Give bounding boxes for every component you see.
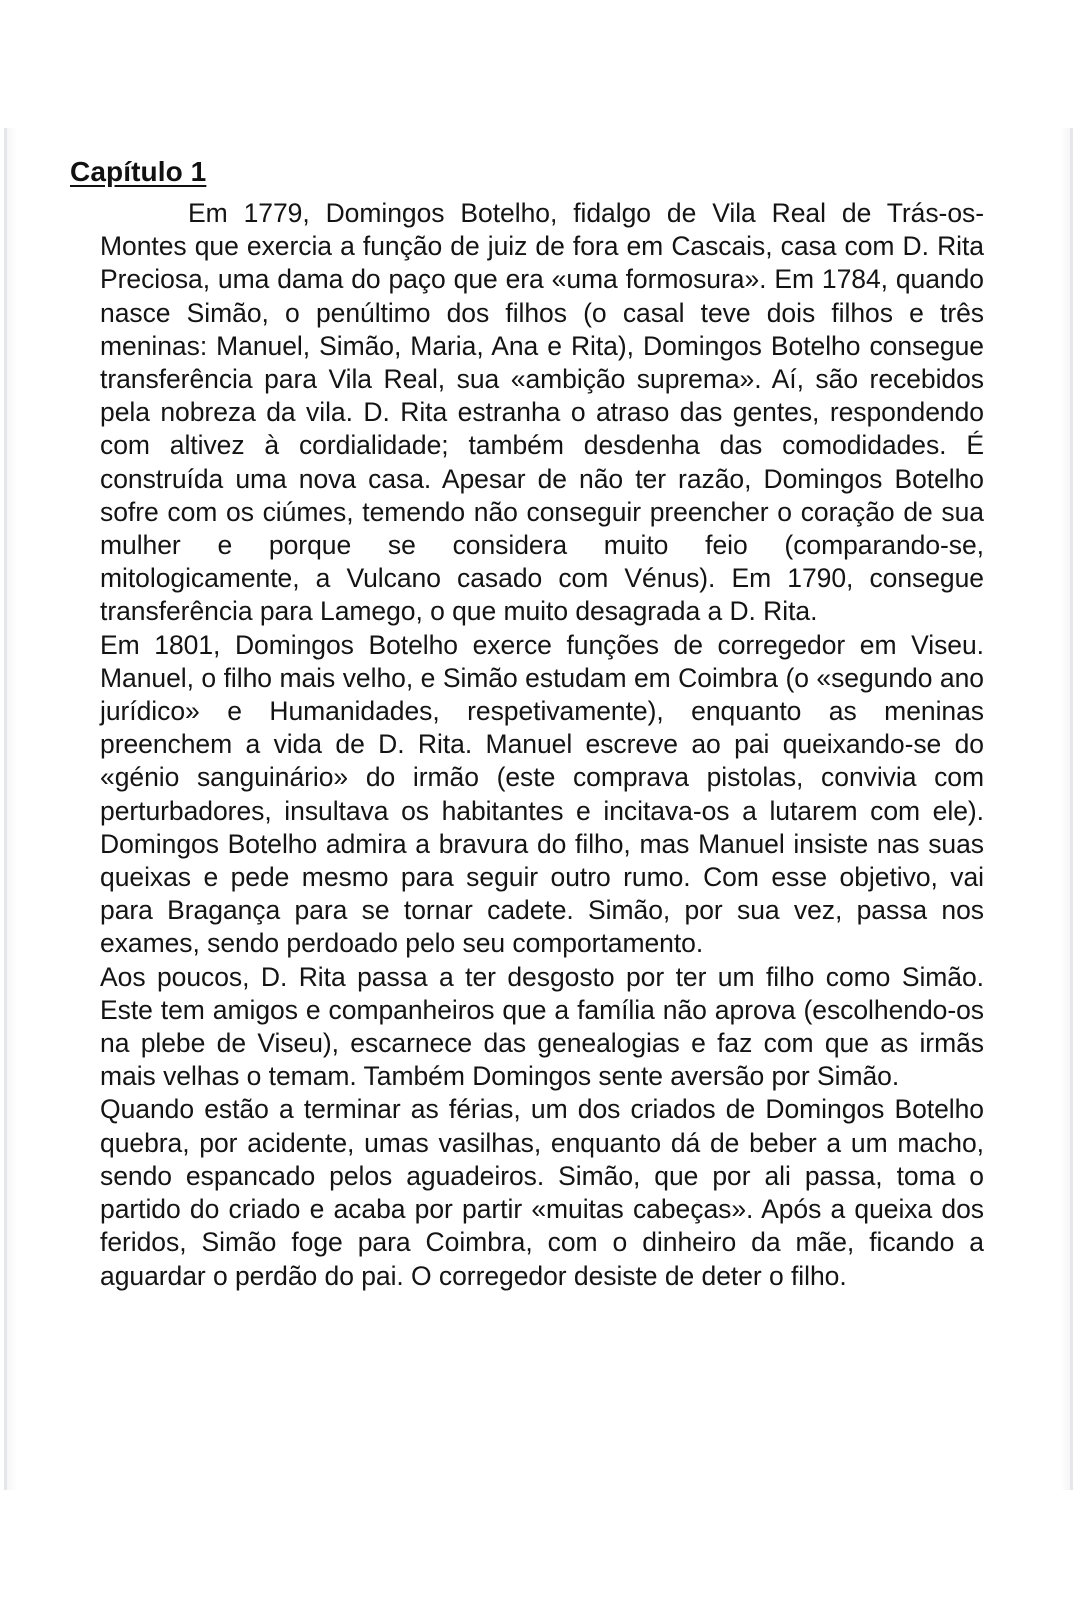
body-paragraph-4: Quando estão a terminar as férias, um dos criados de Domingos Botelho quebra, por acidente, umas vasilhas, enquanto dá de beber a um macho, sendo espancado pelos aguadeiros. Simão, que por ali passa, toma o partido do criado e acaba por partir «muitas cabeças». Após a queixa dos feridos, Simão foge para Coimbra, com o dinheiro da mãe, ficando a aguardar o perdão do pai. O corregedor desiste de deter o filho.	[100, 1094, 984, 1291]
chapter-heading: Capítulo 1	[70, 156, 207, 187]
scrollbar-track[interactable]	[1060, 128, 1076, 1490]
document-content	[70, 156, 984, 1293]
body-paragraph-3: Aos poucos, D. Rita passa a ter desgosto por ter um filho como Simão. Este tem amigos e companheiros que a família não aprova (escolhendo-os na plebe de Viseu), escarnece das genealogias e faz com que as irmãs mais velhas o temam. Também Domingos sente aversão por Simão.	[100, 961, 984, 1092]
body-paragraph-2: Em 1801, Domingos Botelho exerce funções de corregedor em Viseu. Manuel, o filho mais velho, e Simão estudam em Coimbra (o «segundo ano jurídico» e Humanidades, respetivamente), enquanto as meninas preenchem a vida de D. Rita. Manuel escreve ao pai queixando-se do «génio sanguinário» do irmão (este comprava pistolas, convivia com perturbadores, insultava os habitantes e incitava-os a lutarem com ele). Domingos Botelho admira a bravura do filho, mas Manuel insiste nas suas queixas e pede mesmo para seguir outro rumo. Com esse objetivo, vai para Bragança para se tornar cadete. Simão, por sua vez, passa nos exames, sendo perdoado pelo seu comportamento.	[100, 629, 984, 959]
body-paragraph-1: Em 1779, Domingos Botelho, fidalgo de Vila Real de Trás-os-Montes que exercia a função de juiz de fora em Cascais, casa com D. Rita Preciosa, uma dama do paço que era «uma formosura». Em 1784, quando nasce Simão, o penúltimo dos filhos (o casal teve dois filhos e três meninas: Manuel, Simão, Maria, Ana e Rita), Domingos Botelho consegue transferência para Vila Real, sua «ambição suprema». Aí, são recebidos pela nobreza da vila. D. Rita estranha o atraso das gentes, respondendo com altivez à cordialidade; também desdenha das comodidades. É construída uma nova casa. Apesar de não ter razão, Domingos Botelho sofre com os ciúmes, temendo não conseguir preencher o coração de sua mulher e porque se considera muito feio (comparando-se, mitologicamente, a Vulcano casado com Vénus). Em 1790, consegue transferência para Lamego, o que muito desagrada a D. Rita.	[100, 198, 984, 627]
document-page	[4, 128, 1073, 1490]
